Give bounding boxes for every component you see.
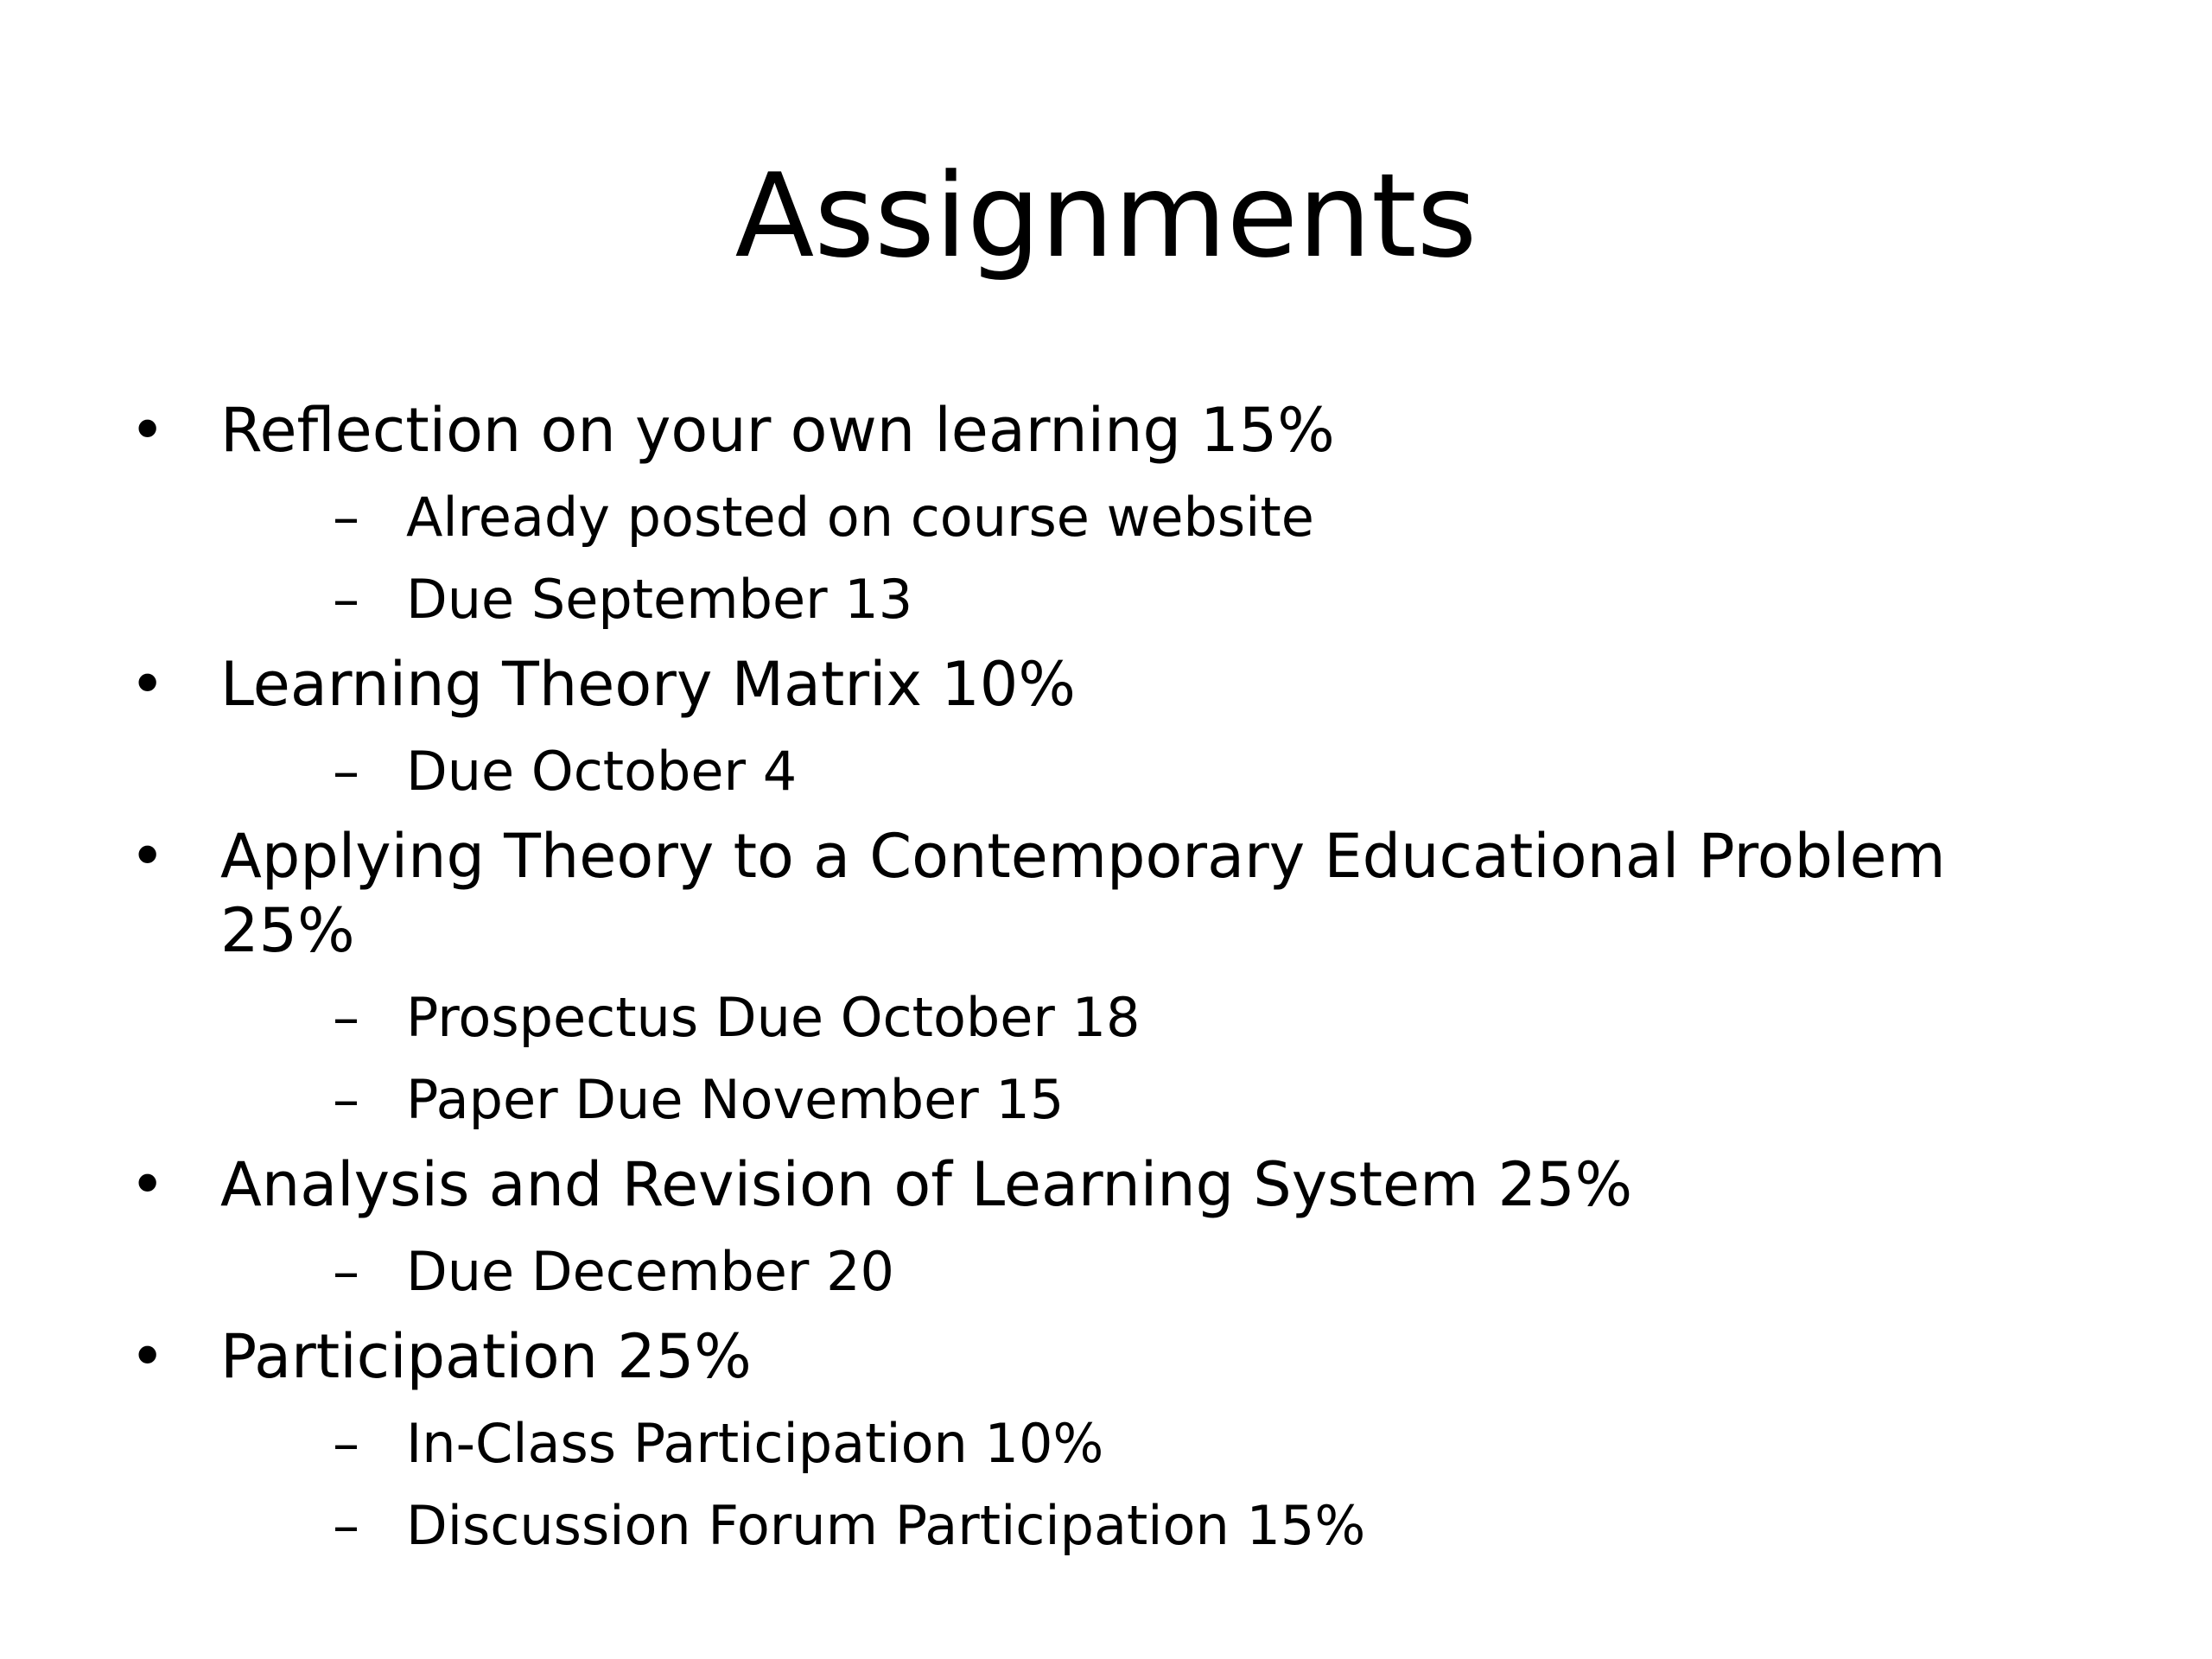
sub-item — [220, 1402, 2117, 1484]
sub-item-text: In-Class Participation 10% — [406, 1412, 1104, 1475]
sub-item-text: Due September 13 — [406, 568, 913, 631]
sub-item — [220, 1230, 2117, 1313]
bullet-icon: • — [130, 1149, 166, 1220]
dash-icon: – — [333, 1412, 359, 1475]
dash-icon: – — [333, 1494, 359, 1557]
sub-item — [220, 558, 2117, 640]
bullet-icon: • — [130, 821, 166, 892]
list-item — [130, 647, 2117, 812]
sub-list — [220, 976, 2117, 1141]
sub-item — [220, 1484, 2117, 1567]
sub-item — [220, 476, 2117, 558]
sub-item-text: Paper Due November 15 — [406, 1068, 1065, 1131]
list-item-text: Applying Theory to a Contemporary Educational Problem 25% — [220, 821, 1946, 966]
sub-list — [220, 1230, 2117, 1313]
sub-item — [220, 730, 2117, 812]
list-item-text: Analysis and Revision of Learning System 25% — [220, 1149, 1633, 1220]
sub-item-text: Due October 4 — [406, 740, 798, 803]
sub-list — [220, 476, 2117, 640]
list-item — [130, 393, 2117, 640]
sub-item-text: Already posted on course website — [406, 486, 1314, 549]
bullet-list — [130, 393, 2117, 1567]
dash-icon: – — [333, 1068, 359, 1131]
slide-title: Assignments — [734, 149, 1478, 283]
bullet-icon: • — [130, 649, 166, 720]
list-item-text: Reflection on your own learning 15% — [220, 395, 1335, 466]
list-item — [130, 819, 2117, 1141]
dash-icon: – — [333, 486, 359, 549]
sub-list — [220, 730, 2117, 812]
sub-item-text: Due December 20 — [406, 1240, 894, 1303]
dash-icon: – — [333, 986, 359, 1049]
list-item — [130, 1147, 2117, 1313]
bullet-icon: • — [130, 395, 166, 466]
list-item-text: Learning Theory Matrix 10% — [220, 649, 1076, 720]
dash-icon: – — [333, 740, 359, 803]
list-item — [130, 1319, 2117, 1567]
sub-item-text: Prospectus Due October 18 — [406, 986, 1141, 1049]
dash-icon: – — [333, 1240, 359, 1303]
bullet-icon: • — [130, 1321, 166, 1392]
sub-list — [220, 1402, 2117, 1567]
dash-icon: – — [333, 568, 359, 631]
sub-item — [220, 976, 2117, 1058]
sub-item — [220, 1058, 2117, 1141]
sub-item-text: Discussion Forum Participation 15% — [406, 1494, 1366, 1557]
list-item-text: Participation 25% — [220, 1321, 752, 1392]
